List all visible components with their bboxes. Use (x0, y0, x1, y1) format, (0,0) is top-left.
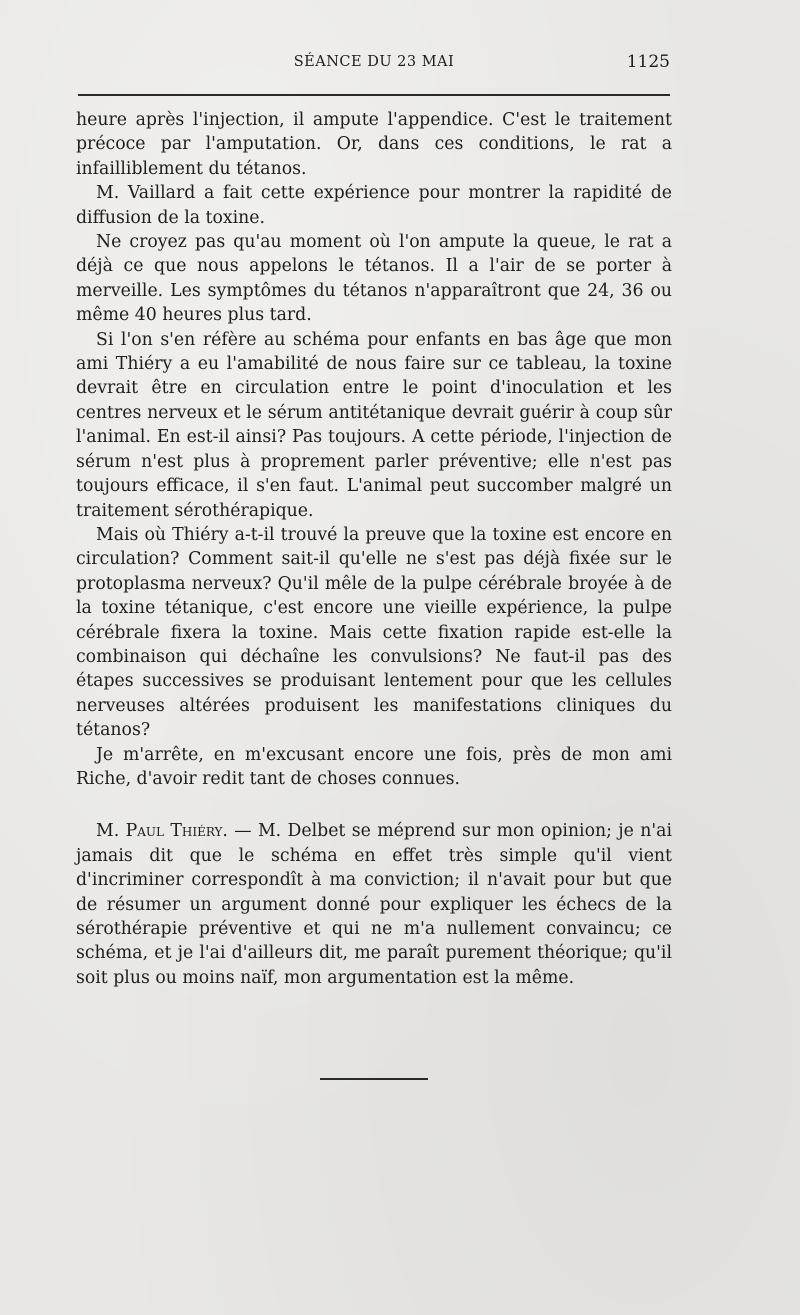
paragraph: Si l'on s'en réfère au schéma pour enfants en bas âge que mon ami Thiéry a eu l'amabilité de nous faire sur ce tableau, la toxine devrait être en circulation entre le point d'inoculation et les centres nerveux et le sérum antitétanique devrait guérir à coup sûr l'animal. En est-il ainsi? Pas toujours. A cette période, l'injection de sérum n'est plus à proprement parler préventive; elle n'est pas toujours efficace, il s'en faut. L'animal peut succomber malgré un traitement sérothérapique. (76, 329, 672, 521)
page-number: 1125 (626, 52, 670, 72)
header-rule (78, 94, 670, 96)
paragraph: M. Vaillard a fait cette expérience pour montrer la rapidité de diffusion de la toxine. (76, 183, 672, 228)
paragraph-continuation: heure après l'injection, il ampute l'appendice. C'est le traitement précoce par l'amputation. Or, dans ces conditions, le rat a infailliblement du tétanos. (76, 110, 672, 179)
reply-text: — M. Delbet se méprend sur mon opinion; je n'ai jamais dit que le schéma en effet très simple qu'il vient d'incriminer correspondît à ma conviction; il n'avait pour but que de résumer un argument donné pour expliquer les échecs de la sérothérapie préventive et qui ne m'a nullement convaincu; ce schéma, et je l'ai d'ailleurs dit, me paraît purement théorique; qu'il soit plus ou moins naïf, mon argumentation est la même. (76, 821, 672, 988)
reply-paragraph (76, 819, 672, 990)
section-end-rule (320, 1078, 428, 1080)
paragraph: Ne croyez pas qu'au moment où l'on ampute la queue, le rat a déjà ce que nous appelons le tétanos. Il a l'air de se porter à merveille. Les symptômes du tétanos n'apparaîtront que 24, 36 ou même 40 heures plus tard. (76, 232, 672, 326)
body-text (76, 108, 672, 990)
running-head: SÉANCE DU 23 MAI (293, 54, 455, 70)
paragraph: Mais où Thiéry a-t-il trouvé la preuve que la toxine est encore en circulation? Comment sait-il qu'elle ne s'est pas déjà fixée sur le protoplasma nerveux? Qu'il mêle de la pulpe cérébrale broyée à de la toxine tétanique, c'est encore une vieille expérience, la pulpe cérébrale fixera la toxine. Mais cette fixation rapide est-elle la combinaison qui déchaîne les convulsions? Ne faut-il pas des étapes successives se produisant lentement pour que les cellules nerveuses altérées produisent les manifestations cliniques du tétanos? (76, 524, 672, 741)
page-header (78, 50, 670, 78)
paragraph: Je m'arrête, en m'excusant encore une fois, près de mon ami Riche, d'avoir redit tant de choses connues. (76, 744, 672, 789)
speaker-name: M. Paul Thiéry. (96, 821, 228, 842)
